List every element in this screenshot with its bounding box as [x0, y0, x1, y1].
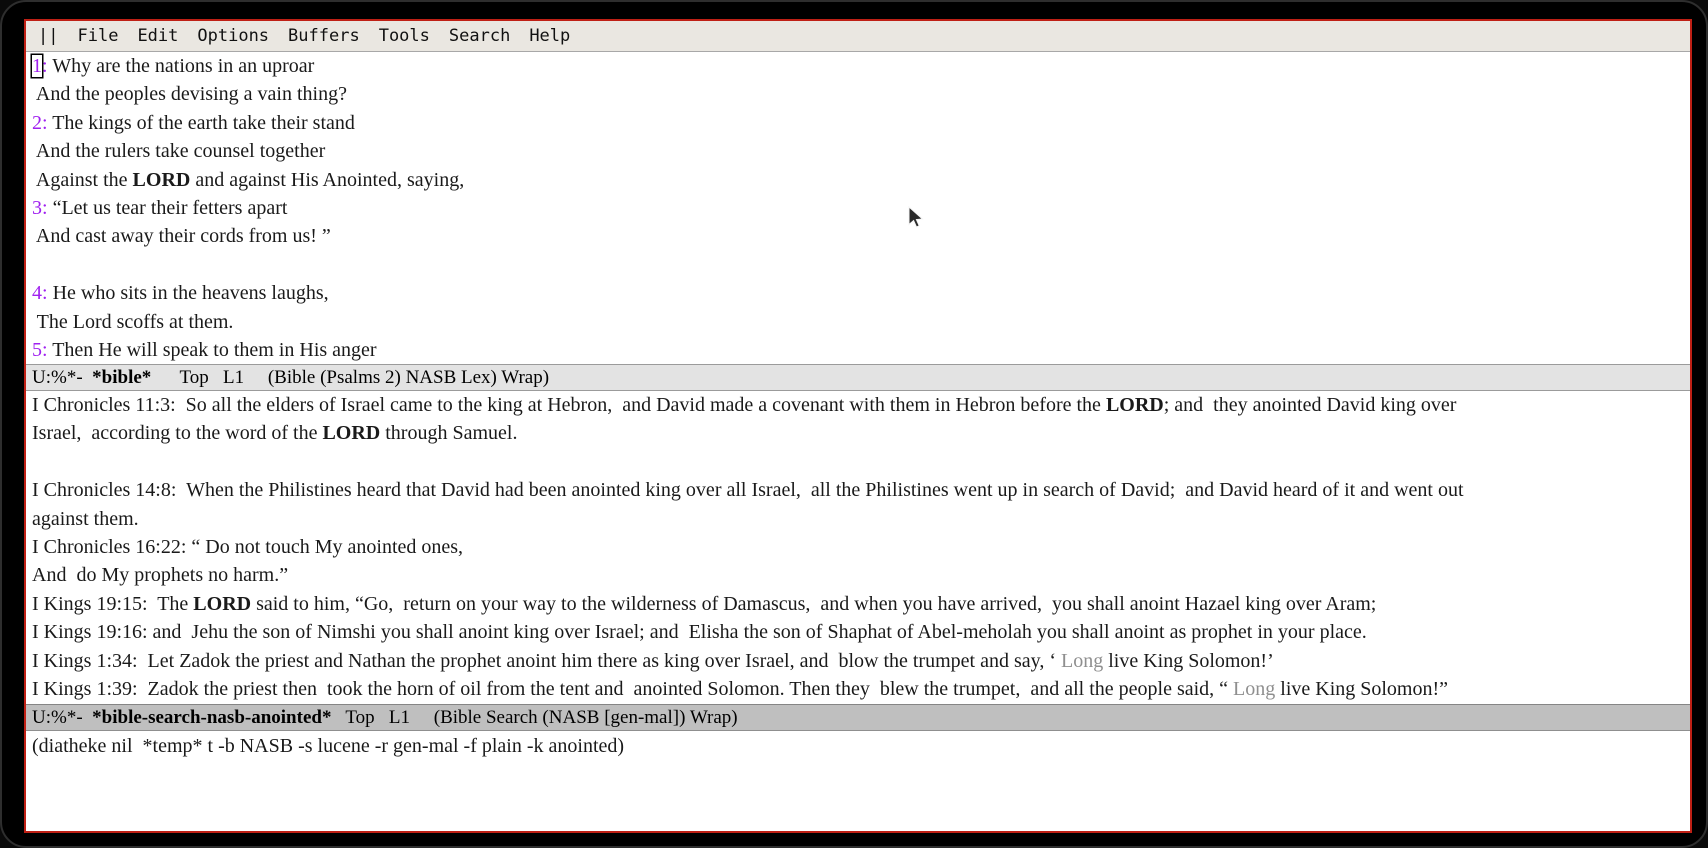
buffer-line	[32, 222, 1690, 250]
text-run: Long	[1060, 649, 1104, 672]
text-run: And the peoples devising a vain thing?	[32, 83, 347, 106]
echo-area-minibuffer[interactable]	[26, 731, 1690, 831]
text-run: against them.	[32, 507, 139, 530]
buffer-bible-search-results[interactable]	[26, 391, 1690, 704]
text-run: I Chronicles 11:3: So all the elders of Israel came to the king at Hebron, and David made a covenant with them in Hebron before the	[32, 394, 1106, 416]
buffer-line	[32, 505, 1690, 533]
menu-item-tools[interactable]: Tools	[378, 26, 430, 46]
buffer-line	[32, 618, 1690, 646]
text-run: And cast away their cords from us! ”	[32, 225, 331, 248]
verse-number: 5:	[32, 338, 48, 361]
verse-number: 2:	[32, 111, 48, 134]
text-run: live King Solomon!’	[1103, 649, 1274, 672]
menu-item-buffers[interactable]: Buffers	[288, 26, 360, 46]
buffer-line	[32, 137, 1690, 165]
buffer-line	[32, 308, 1690, 336]
buffer-line	[32, 391, 1690, 419]
buffer-line	[32, 561, 1690, 589]
buffer-line	[32, 52, 1690, 80]
modeline-info: Top L1 (Bible (Psalms 2) NASB Lex) Wrap)	[151, 367, 550, 388]
echo-area-text: (diatheke nil *temp* t -b NASB -s lucene -r gen-mal -f plain -k anointed)	[32, 735, 625, 757]
text-run: The kings of the earth take their stand	[47, 111, 355, 134]
text-run: ; and they anointed David king over	[1163, 394, 1457, 416]
menu-item-edit[interactable]: Edit	[137, 26, 179, 46]
text-run: Long	[1233, 677, 1276, 700]
modeline-info: Top L1 (Bible Search (NASB [gen-mal]) Wrap)	[331, 707, 738, 728]
buffer-line	[32, 590, 1690, 618]
verse-number: :	[42, 55, 48, 77]
text-run: LORD	[132, 168, 191, 191]
text-run: LORD	[193, 592, 252, 615]
text-run: I Kings 19:15: The	[32, 592, 194, 615]
text-run: He who sits in the heavens laughs,	[47, 282, 329, 305]
text-run: The Lord scoffs at them.	[32, 310, 234, 333]
text-run: Why are the nations in an uproar	[47, 55, 315, 77]
buffer-line	[32, 194, 1690, 222]
text-run: “Let us tear their fetters apart	[47, 196, 288, 219]
text-run: LORD	[322, 422, 381, 445]
buffer-line	[32, 109, 1690, 137]
modeline-status: U:%*-	[32, 707, 93, 728]
buffer-line	[32, 166, 1690, 194]
text-run: live King Solomon!”	[1275, 677, 1449, 700]
text-run: Against the	[32, 168, 133, 191]
buffer-line	[32, 279, 1690, 307]
modeline-status: U:%*-	[32, 367, 93, 388]
buffer-line	[32, 251, 1690, 279]
menu-bar	[26, 21, 1690, 52]
menu-item-help[interactable]: Help	[529, 26, 571, 46]
modeline-buffer-name: *bible-search-nasb-anointed*	[92, 707, 332, 728]
text-run: I Kings 1:34: Let Zadok the priest and Nathan the prophet anoint him there as king over Israel, and blow the trumpet and say, ‘	[32, 649, 1061, 672]
buffer-line	[32, 80, 1690, 108]
menu-item-search[interactable]: Search	[448, 26, 511, 46]
text-run: And do My prophets no harm.”	[32, 564, 289, 587]
text-run: I Chronicles 16:22: “ Do not touch My anointed ones,	[32, 535, 464, 558]
menu-item-options[interactable]: Options	[197, 26, 270, 46]
text-run: I Kings 19:16: and Jehu the son of Nimshi you shall anoint king over Israel; and Elisha the son of Shaphat of Abel-meholah you shall anoint as prophet in your place.	[32, 621, 1367, 644]
text-run: And the rulers take counsel together	[32, 140, 326, 163]
buffer-line	[32, 675, 1690, 703]
modeline-buffer-name: *bible*	[92, 367, 152, 388]
text-run: and against His Anointed, saying,	[190, 168, 465, 191]
verse-number: 3:	[32, 196, 48, 219]
text-run: LORD	[1105, 394, 1164, 416]
text-cursor: 1	[32, 55, 42, 77]
text-run: I Chronicles 14:8: When the Philistines heard that David had been anointed king over all Israel, all the Philistines went up in search of David; and David heard of it and went out	[32, 479, 1464, 502]
text-run: Israel, according to the word of the	[32, 422, 323, 445]
buffer-line	[32, 448, 1690, 476]
buffer-line	[32, 336, 1690, 364]
modeline-bible[interactable]	[26, 364, 1690, 391]
verse-number: 4:	[32, 282, 48, 305]
text-run: said to him, “Go, return on your way to the wilderness of Damascus, and when you have arrived, you shall anoint Hazael king over Aram;	[251, 592, 1377, 615]
menu-item-separator[interactable]: ||	[38, 26, 59, 46]
text-run: Then He will speak to them in His anger	[47, 338, 377, 361]
buffer-line	[32, 533, 1690, 561]
buffer-line	[32, 476, 1690, 504]
buffer-line	[32, 419, 1690, 447]
buffer-bible-psalms[interactable]	[26, 52, 1690, 364]
buffer-line	[32, 647, 1690, 675]
emacs-frame	[24, 19, 1692, 833]
menu-item-file[interactable]: File	[77, 26, 119, 46]
text-run: through Samuel.	[380, 422, 518, 445]
text-run: I Kings 1:39: Zadok the priest then took the horn of oil from the tent and anointed Solomon. Then they blew the trumpet, and all the people said, “	[32, 677, 1234, 700]
modeline-bible-search[interactable]	[26, 704, 1690, 731]
